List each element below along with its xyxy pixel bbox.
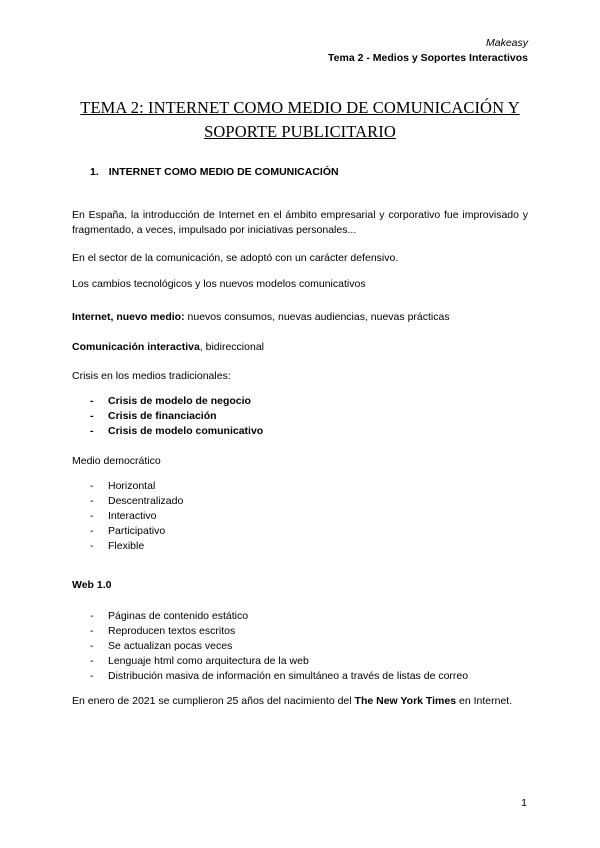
bullet-dash: - (90, 425, 94, 437)
internet-text: nuevos consumos, nuevas audiencias, nuevas prácticas (184, 311, 450, 323)
interactive-text: , bidireccional (199, 341, 264, 353)
internet-label: Internet, nuevo medio: (72, 311, 185, 323)
bullet-dash: - (90, 625, 94, 637)
list-item: - Reproducen textos escritos (90, 625, 236, 637)
interactive-paragraph (72, 340, 528, 355)
bullet-dash: - (90, 670, 94, 682)
section-heading (90, 166, 339, 178)
bullet-dash: - (90, 480, 94, 492)
bullet-dash: - (90, 610, 94, 622)
bullet-dash: - (90, 540, 94, 552)
defensive-paragraph: En el sector de la comunicación, se adoptó con un carácter defensivo. (72, 252, 399, 264)
list-item: - Páginas de contenido estático (90, 610, 249, 622)
bullet-dash: - (90, 640, 94, 652)
list-item: - Participativo (90, 525, 166, 537)
header-brand: Makeasy (485, 37, 528, 49)
nyt-paragraph (72, 694, 528, 709)
nyt-text-before: En enero de 2021 se cumplieron 25 años del nacimiento del (72, 695, 355, 707)
interactive-label: Comunicación interactiva (72, 341, 200, 353)
web-heading: Web 1.0 (72, 579, 112, 591)
bullet-dash: - (90, 655, 94, 667)
bullet-dash: - (90, 410, 94, 422)
bullet-dash: - (90, 395, 94, 407)
web-list (90, 609, 468, 684)
list-item: - Crisis de financiación (90, 410, 217, 422)
page-header (328, 36, 528, 66)
democratic-intro: Medio democrático (72, 455, 161, 467)
page-number: 1 (521, 797, 527, 809)
list-item: - Flexible (90, 540, 145, 552)
democratic-list (90, 479, 183, 554)
document-title (60, 96, 540, 144)
list-item: - Interactivo (90, 510, 157, 522)
crisis-list (90, 394, 263, 439)
crisis-intro: Crisis en los medios tradicionales: (72, 370, 231, 382)
list-item: - Horizontal (90, 480, 156, 492)
nyt-name: The New York Times (354, 695, 457, 707)
intro-paragraph: En España, la introducción de Internet en el ámbito empresarial y corporativo fue improvisado y fragmentado, a veces, impulsado por iniciativas personales... (72, 209, 528, 236)
changes-paragraph: Los cambios tecnológicos y los nuevos modelos comunicativos (72, 278, 366, 290)
internet-paragraph (72, 310, 528, 325)
section-title: INTERNET COMO MEDIO DE COMUNICACIÓN (108, 166, 339, 178)
nyt-text-after: en Internet. (456, 695, 513, 707)
header-subtitle: Tema 2 - Medios y Soportes Interactivos (328, 52, 528, 64)
list-item: - Lenguaje html como arquitectura de la web (90, 655, 309, 667)
bullet-dash: - (90, 510, 94, 522)
bullet-dash: - (90, 525, 94, 537)
list-item: - Crisis de modelo de negocio (90, 395, 251, 407)
title-line-2: SOPORTE PUBLICITARIO (204, 122, 396, 141)
title-line-1: TEMA 2: INTERNET COMO MEDIO DE COMUNICACIÓN Y (80, 98, 520, 117)
list-item: - Crisis de modelo comunicativo (90, 425, 264, 437)
list-item: - Se actualizan pocas veces (90, 640, 233, 652)
list-item: - Descentralizado (90, 495, 184, 507)
section-number: 1. (90, 166, 99, 178)
bullet-dash: - (90, 495, 94, 507)
list-item: - Distribución masiva de información en simultáneo a través de listas de correo (90, 670, 469, 682)
